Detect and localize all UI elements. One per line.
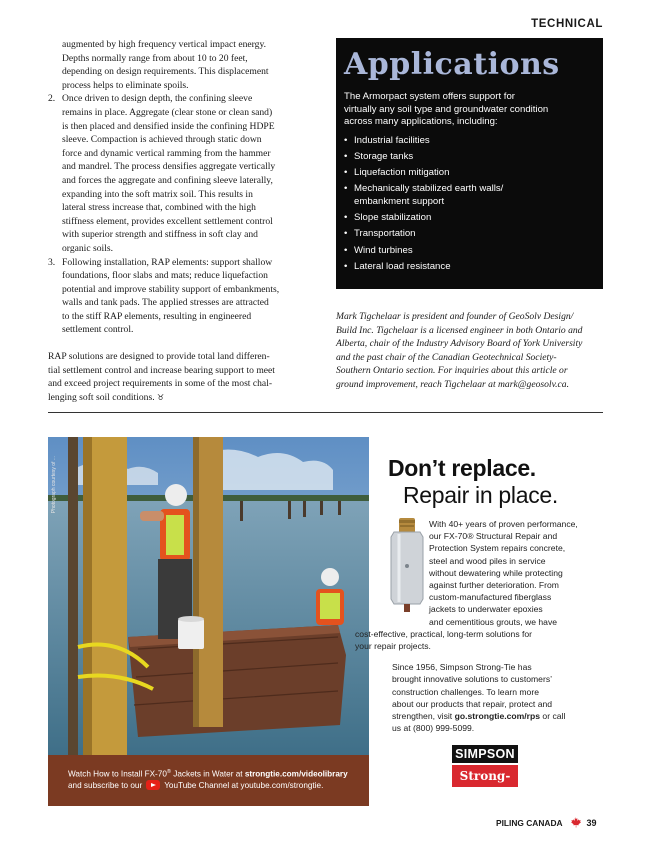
text-line: lateral stress increase that, combined with the high: [62, 202, 256, 214]
text-line: Once driven to design depth, the confining sleeve: [62, 93, 253, 105]
step-number: 2.: [48, 93, 56, 105]
text-line: settlement control.: [62, 324, 134, 336]
page-footer: [496, 817, 597, 828]
text-line: stiffness element, provides excellent settlement control: [62, 215, 273, 227]
step-3: [48, 256, 324, 338]
text-line: expanding into the soft matrix soil. This results in: [62, 188, 253, 200]
applications-intro: [344, 91, 595, 129]
text-line: and exceed project requirements in some of the most chal-: [48, 378, 273, 390]
magazine-name: PILING CANADA: [496, 817, 563, 828]
text-line: foundations, floor slabs and mats; reduce liquefaction: [62, 270, 268, 282]
list-item: • Mechanically stabilized earth walls/ embankment support: [344, 183, 595, 208]
text-line: to the stiff RAP elements, resulting in engineered: [62, 310, 252, 322]
applications-title: Applications: [344, 47, 560, 82]
ad-headline: Don’t replace.: [388, 455, 536, 481]
list-item: • Liquefaction mitigation: [344, 167, 595, 180]
text-line: sleeve. Compaction is achieved through static down: [62, 134, 262, 146]
simpson-logo: SIMPSON: [452, 745, 518, 763]
text-line: force and dynamic vertical ramming from the hammer: [62, 147, 271, 159]
ad-body: [355, 518, 598, 734]
text-line: Alberta, chair of the Industry Advisory Board of York University: [336, 338, 583, 350]
closing-paragraph: [48, 350, 324, 404]
step-2: [48, 92, 324, 255]
text-line: and the past chair of the Canadian Geotechnical Society-: [336, 351, 557, 363]
text-line: The Armorpact system offers support for: [344, 91, 515, 102]
list-item: • Wind turbines: [344, 245, 595, 258]
applications-list: [344, 135, 595, 274]
photo-credit: Photograph courtesy of ...: [51, 456, 57, 514]
repair-link[interactable]: go.strongtie.com/rps: [454, 711, 541, 722]
ad-subheadline: Repair in place.: [403, 482, 559, 508]
list-item: • Industrial facilities: [344, 135, 595, 148]
text-line: ground improvement, reach Tigchelaar at mark@geosolv.ca.: [336, 378, 569, 390]
text-line: with superior strength and stiffness in soft clay and: [62, 229, 258, 241]
text-line: tial settlement control and increase bearing support to meet: [48, 364, 275, 376]
text-line: walls and tank pads. The applied stresses are attracted: [62, 297, 269, 309]
text-line: Mark Tigchelaar is president and founder of GeoSolv Design/: [336, 311, 574, 322]
page-number: 39: [586, 817, 597, 828]
text-line: remains in place. Aggregate (clear stone or clean sand): [62, 106, 273, 118]
ad-paragraph-1: With 40+ years of proven performance, our FX-70® Structural Repair and Protection System repairs concrete, steel and wood piles in service without dewatering while protecting against further deterioration. From custom-manufactured fiberglass jackets to underwater epoxies and cementitious grouts, we have cost-effective, practical, long-term solutions for your repair projects.: [355, 519, 578, 652]
ad-paragraph-2: Since 1956, Simpson Strong-Tie has brought innovative solutions to customers’ construction challenges. To learn more about our products that repair, protect and strengthen, visit go.strongtie.com/rps or call us at (800) 999-5099.: [392, 662, 566, 734]
strong-tie-logo: Strong-Tie: [452, 765, 518, 787]
step-1-continuation: [48, 38, 324, 92]
text-line: augmented by high frequency vertical impact energy.: [62, 39, 267, 50]
article-column: [48, 38, 324, 404]
section-divider: [48, 412, 603, 413]
text-line: Build Inc. Tigchelaar is a licensed engineer in both Ontario and: [336, 324, 583, 336]
text-line: virtually any soil type and groundwater condition: [344, 103, 549, 115]
list-item: • Transportation: [344, 228, 595, 241]
banner-line-2: and subscribe to our YouTube Channel at youtube.com/strongtie.: [68, 781, 324, 791]
text-line: organic soils.: [62, 242, 113, 254]
video-library-link[interactable]: strongtie.com/videolibrary: [244, 769, 348, 779]
text-line: Following installation, RAP elements: support shallow: [62, 256, 273, 268]
list-item: • Storage tanks: [344, 151, 595, 164]
section-tag: TECHNICAL: [531, 18, 603, 30]
maple-leaf-icon: [570, 817, 581, 828]
text-line: is then placed and densified inside the confining HDPE: [62, 120, 275, 132]
list-item: • Lateral load resistance: [344, 261, 595, 274]
text-line: Southern Ontario section. For inquiries about this article or: [336, 365, 568, 377]
text-line: across many applications, including:: [344, 116, 498, 128]
step-number: 3.: [48, 256, 56, 268]
applications-box: [336, 38, 603, 289]
text-line: lenging soft soil conditions.: [48, 391, 155, 403]
text-line: Depths normally range from about 10 to 20 feet,: [62, 52, 248, 64]
text-line: and forces the aggregate and confining sleeve laterally,: [62, 174, 273, 186]
text-line: potential and improve stability support of embankments,: [62, 283, 280, 295]
end-mark-icon: ♉: [157, 392, 165, 402]
youtube-icon: [146, 780, 160, 790]
text-line: process helps to eliminate spoils.: [62, 79, 189, 91]
list-item: • Slope stabilization: [344, 212, 595, 225]
ad-photo: [48, 437, 369, 755]
video-banner: [48, 755, 369, 806]
banner-line-1: Watch How to Install FX-70® Jackets in Water at strongtie.com/videolibrary: [68, 769, 348, 779]
text-line: depending on design requirements. This displacement: [62, 66, 269, 78]
text-line: and mandrel. The process densifies aggregate vertically: [62, 161, 276, 173]
text-line: RAP solutions are designed to provide total land differen-: [48, 351, 270, 363]
author-bio: [336, 310, 604, 392]
